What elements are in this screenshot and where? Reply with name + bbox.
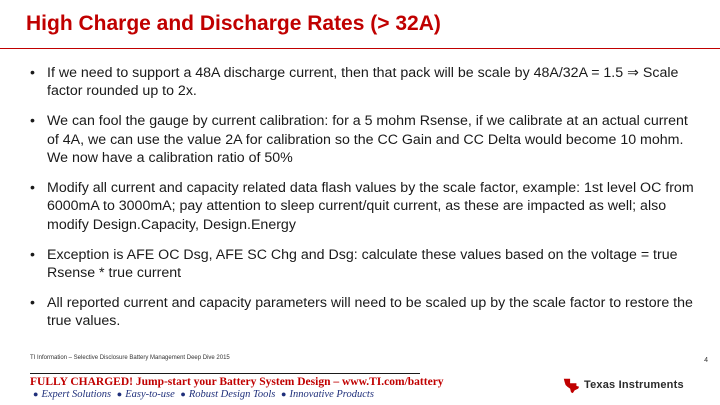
ti-logo-text: Texas Instruments xyxy=(584,379,684,391)
bullet-text: Exception is AFE OC Dsg, AFE SC Chg and Dsg: calculate these values based on the voltage = true Rsense * true current xyxy=(47,246,678,282)
bullet-text: All reported current and capacity parameters will need to be scaled up by the scale factor to restore the true values. xyxy=(47,295,693,330)
bullet-text: Modify all current and capacity related data flash values by the scale factor, example: 1st level OC from 6000mA to 3000mA; pay attention to sleep current/quit current, as these are impacted as well; also modify Design.Capacity, Design.Energy xyxy=(47,180,694,233)
page-number: 4 xyxy=(704,357,708,364)
bullet-icon: • xyxy=(30,65,35,81)
bullet-separator-icon: ● xyxy=(180,389,186,399)
texas-state-icon xyxy=(562,376,580,394)
bullet-icon: • xyxy=(30,113,35,130)
bullet-list xyxy=(30,64,698,342)
banner-item: Expert Solutions xyxy=(41,389,112,400)
bullet-item xyxy=(30,246,698,283)
bullet-icon: • xyxy=(30,246,35,263)
bullet-separator-icon: ● xyxy=(116,389,123,399)
banner-item: Robust Design Tools xyxy=(188,389,276,400)
ti-logo xyxy=(562,376,684,394)
bullet-icon: • xyxy=(30,295,35,312)
banner-title: FULLY CHARGED! Jump-start your Battery System Design – www.TI.com/battery xyxy=(30,376,444,388)
bullet-item xyxy=(30,112,698,167)
footer-banner xyxy=(30,373,444,400)
bullet-item xyxy=(30,294,698,331)
bullet-separator-icon: ● xyxy=(33,389,39,399)
banner-item: Innovative Products xyxy=(289,389,374,400)
bullet-separator-icon: ● xyxy=(281,389,287,399)
bullet-text: We can fool the gauge by current calibration: for a 5 mohm Rsense, if we calibrate at an actual current of 4A, we can use the value 2A for calibration so the CC Gain and CC Delta would become 10 mohm. We now have a calibration ratio of 50% xyxy=(47,113,688,167)
title-divider xyxy=(0,48,720,49)
slide-title: High Charge and Discharge Rates (> 32A) xyxy=(26,12,441,35)
banner-item: Easy-to-use xyxy=(125,389,175,400)
bullet-item xyxy=(30,64,698,101)
banner-items xyxy=(30,389,420,400)
bullet-text: If we need to support a 48A discharge current, then that pack will be scale by 48A/32A = 1.5 ⇒ Scale factor rounded up to 2x. xyxy=(47,65,679,100)
footer-disclosure-note: TI Information – Selective Disclosure Battery Management Deep Dive 2015 xyxy=(30,355,230,361)
bullet-item xyxy=(30,179,698,234)
bullet-icon: • xyxy=(30,180,35,197)
